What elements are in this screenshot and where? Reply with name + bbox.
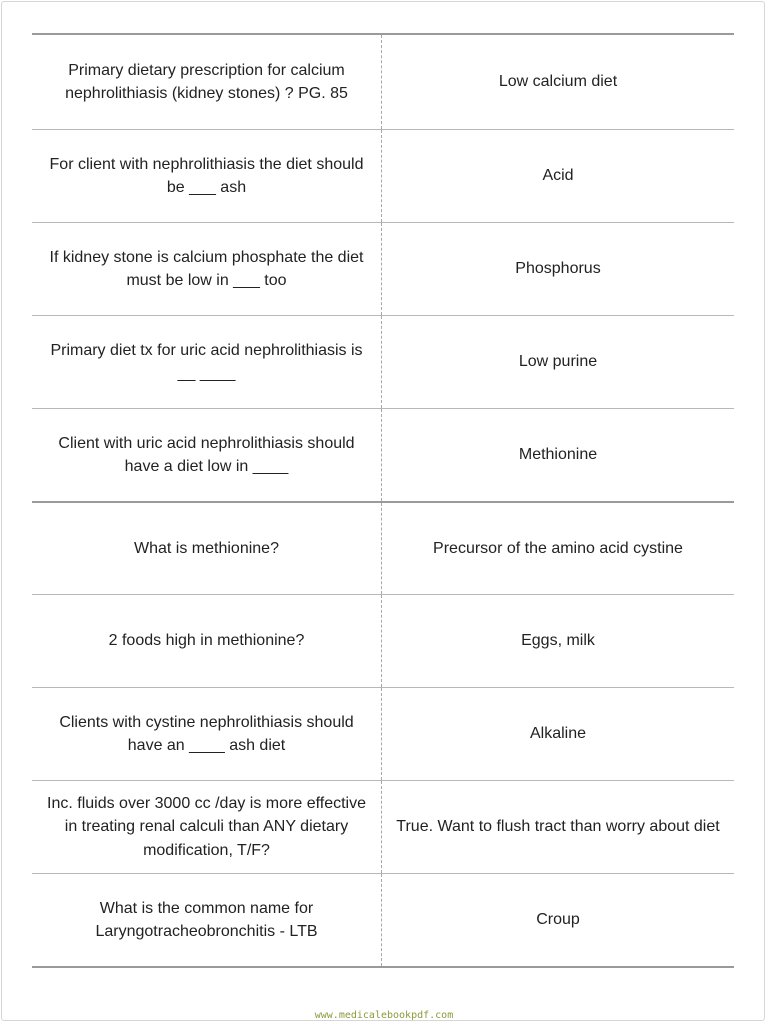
flashcard-row (32, 222, 734, 315)
flashcard-row (32, 501, 734, 594)
answer-cell: Low calcium diet (498, 73, 618, 91)
answer-cell: Eggs, milk (521, 632, 595, 650)
flashcard-row (32, 594, 734, 687)
footer-url[interactable]: www.medicalebookpdf.com (314, 1010, 454, 1021)
answer-cell: Alkaline (529, 725, 587, 743)
answer-cell: Acid (542, 167, 574, 185)
flashcard-row (32, 780, 734, 873)
question-cell: Inc. fluids over 3000 cc /day is more effective in treating renal calculi than ANY dietary modification, T/F? (32, 781, 382, 873)
question-cell: Primary diet tx for uric acid nephrolithiasis is __ ____ (32, 316, 382, 408)
answer-cell: Low purine (518, 353, 598, 371)
question-cell: Clients with cystine nephrolithiasis should have an ____ ash diet (32, 688, 382, 780)
question-cell: Client with uric acid nephrolithiasis should have a diet low in ____ (32, 409, 382, 501)
question-cell: Primary dietary prescription for calcium nephrolithiasis (kidney stones) ? PG. 85 (32, 35, 382, 129)
question-cell: For client with nephrolithiasis the diet should be ___ ash (32, 130, 382, 222)
flashcard-row (32, 35, 734, 129)
flashcard-row (32, 315, 734, 408)
flashcard-row (32, 408, 734, 501)
question-cell: If kidney stone is calcium phosphate the diet must be low in ___ too (32, 223, 382, 315)
answer-cell: True. Want to flush tract than worry about diet (396, 818, 720, 836)
answer-cell: Precursor of the amino acid cystine (433, 539, 683, 557)
flashcard-row (32, 687, 734, 780)
answer-cell: Croup (536, 911, 580, 929)
question-cell: What is the common name for Laryngotracheobronchitis - LTB (32, 874, 382, 966)
flashcard-row (32, 873, 734, 966)
answer-cell: Phosphorus (515, 260, 601, 278)
answer-cell: Methionine (518, 446, 598, 464)
flashcard-table (32, 33, 734, 968)
question-cell: 2 foods high in methionine? (32, 595, 382, 687)
question-cell: What is methionine? (32, 503, 382, 594)
flashcard-row (32, 129, 734, 222)
